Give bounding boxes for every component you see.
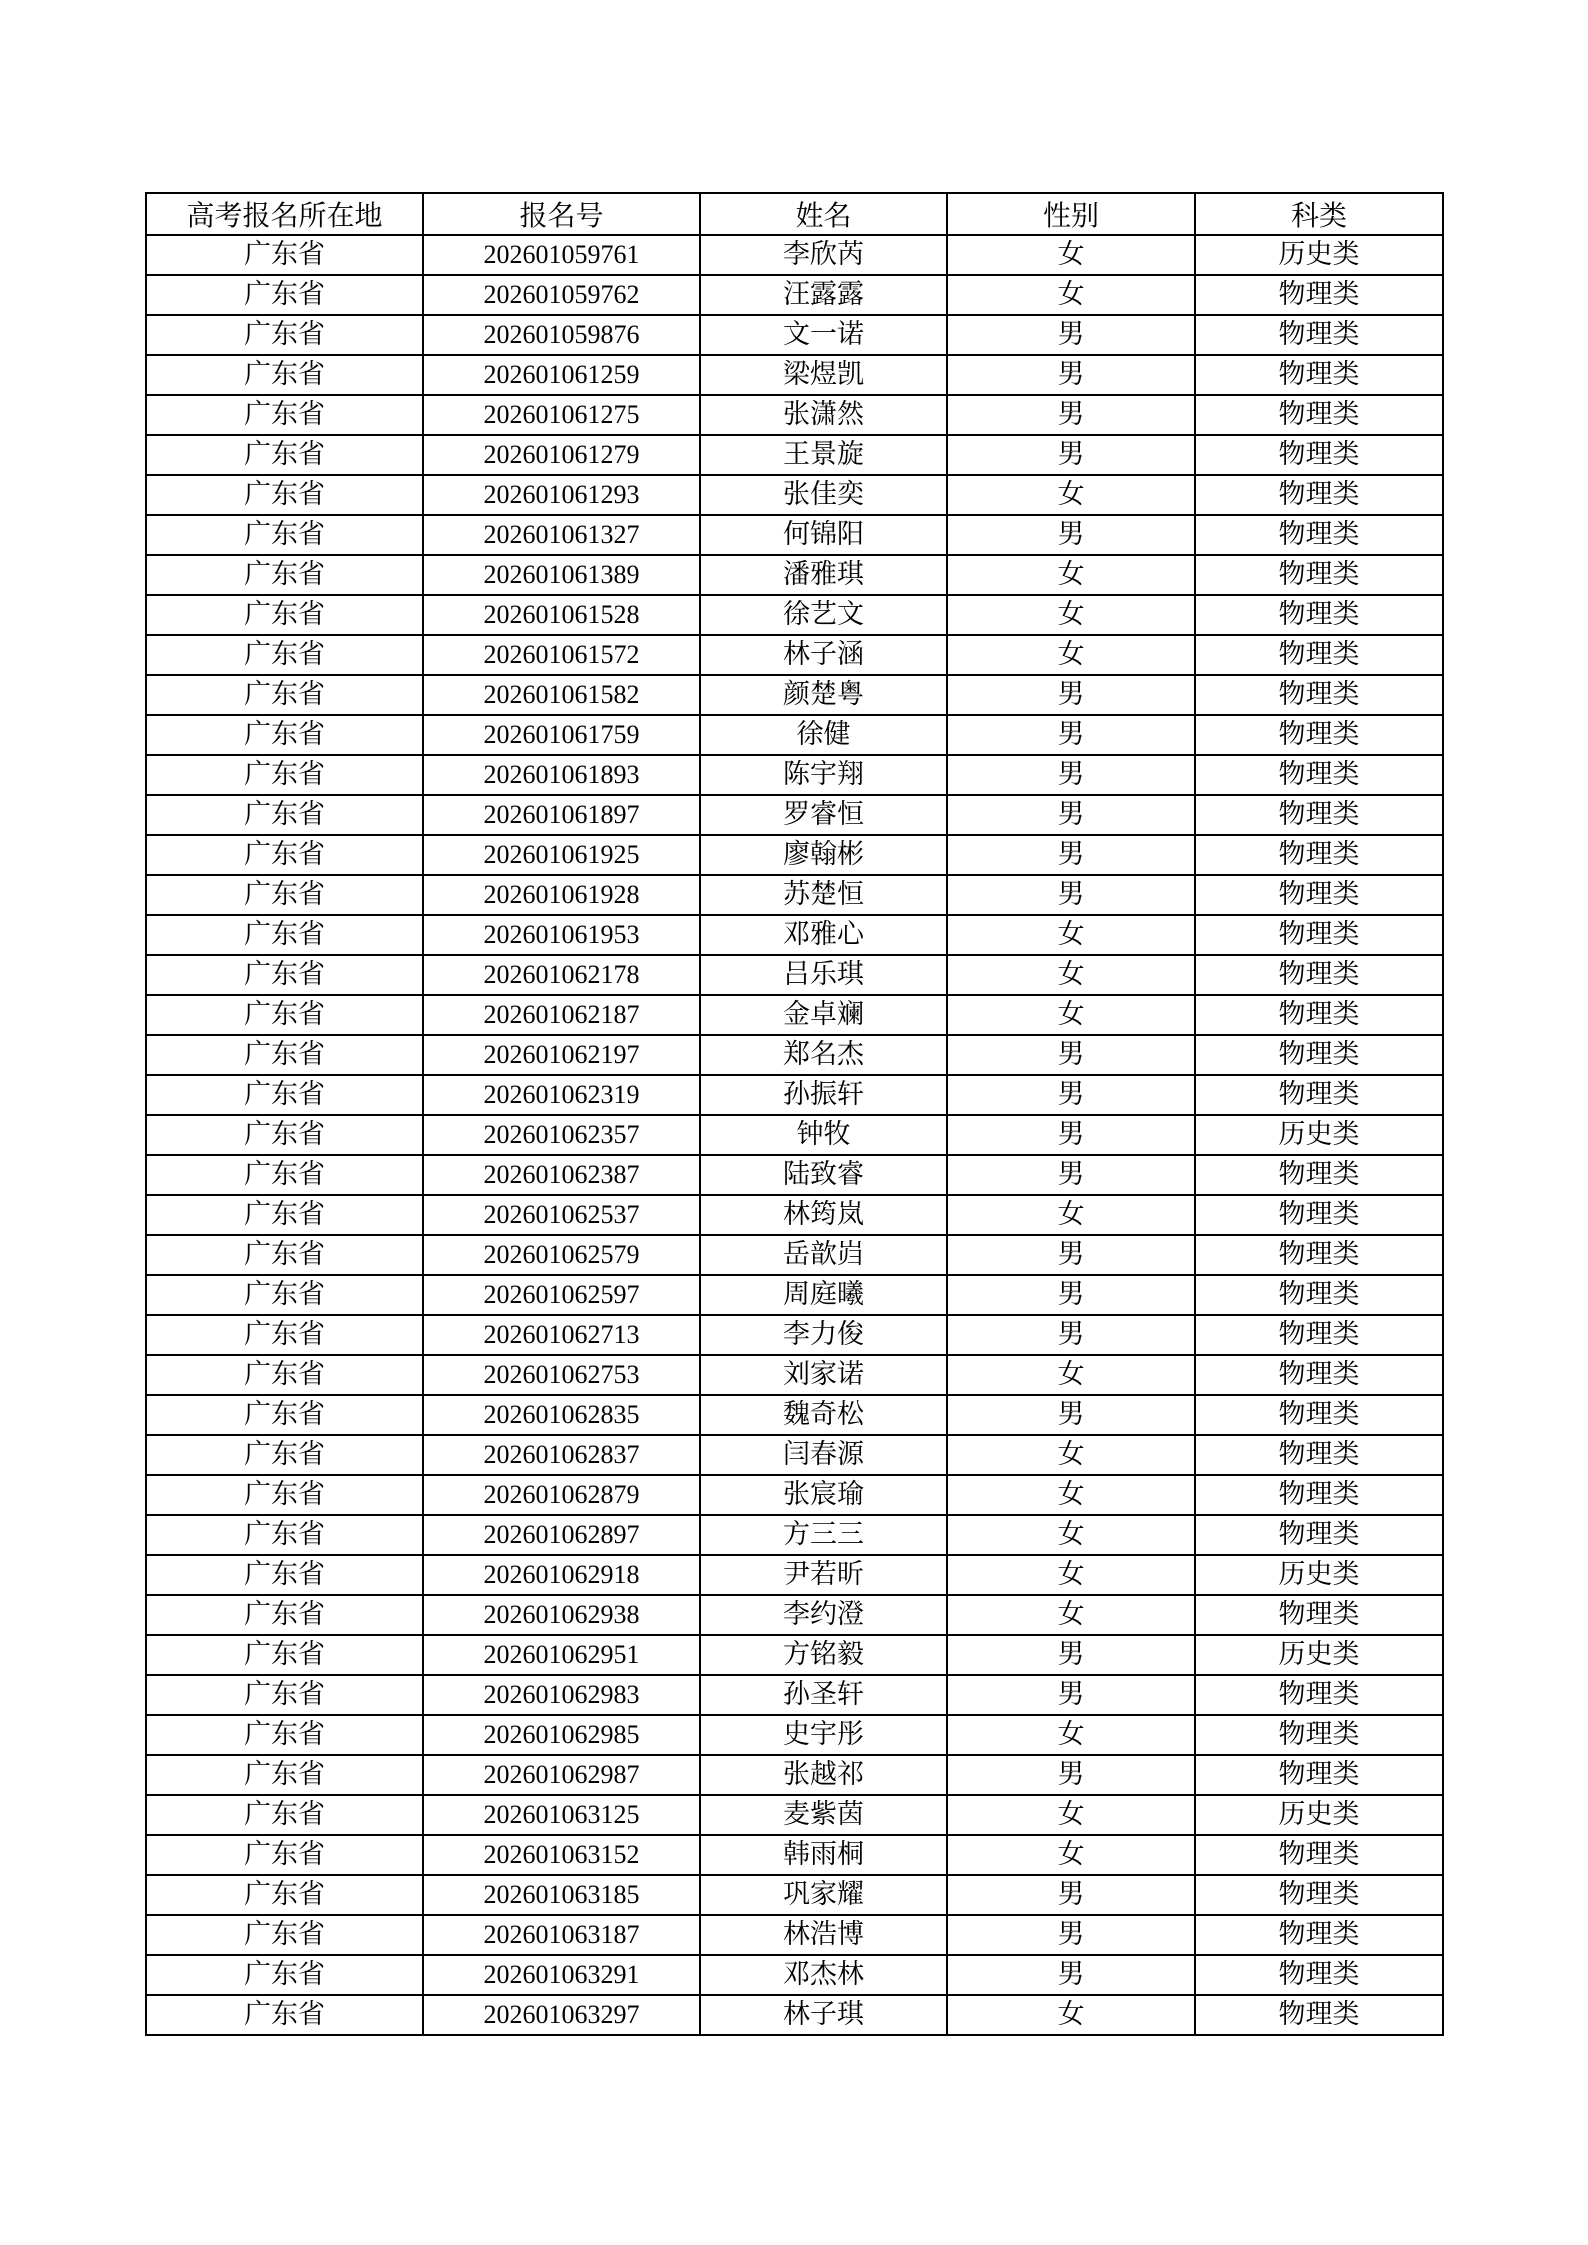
cell-subject-track: 物理类 xyxy=(1195,1715,1443,1755)
cell-subject-track: 物理类 xyxy=(1195,995,1443,1035)
cell-registration-number: 202601062357 xyxy=(423,1115,700,1155)
cell-gender: 女 xyxy=(947,955,1195,995)
cell-name: 尹若昕 xyxy=(700,1555,947,1595)
cell-registration-number: 202601061953 xyxy=(423,915,700,955)
table-row xyxy=(146,315,1443,355)
cell-subject-track: 物理类 xyxy=(1195,795,1443,835)
cell-location: 广东省 xyxy=(146,915,423,955)
cell-registration-number: 202601061279 xyxy=(423,435,700,475)
table-row xyxy=(146,1915,1443,1955)
cell-name: 方铭毅 xyxy=(700,1635,947,1675)
cell-gender: 女 xyxy=(947,635,1195,675)
cell-subject-track: 物理类 xyxy=(1195,1955,1443,1995)
cell-location: 广东省 xyxy=(146,1195,423,1235)
cell-subject-track: 物理类 xyxy=(1195,315,1443,355)
cell-name: 林子涵 xyxy=(700,635,947,675)
cell-name: 金卓斓 xyxy=(700,995,947,1035)
cell-name: 李约澄 xyxy=(700,1595,947,1635)
table-row xyxy=(146,1675,1443,1715)
cell-registration-number: 202601063125 xyxy=(423,1795,700,1835)
table-row xyxy=(146,1715,1443,1755)
cell-gender: 女 xyxy=(947,1995,1195,2035)
cell-gender: 男 xyxy=(947,1275,1195,1315)
table-row xyxy=(146,1195,1443,1235)
cell-subject-track: 物理类 xyxy=(1195,1475,1443,1515)
cell-registration-number: 202601061582 xyxy=(423,675,700,715)
cell-subject-track: 物理类 xyxy=(1195,1515,1443,1555)
cell-subject-track: 物理类 xyxy=(1195,1275,1443,1315)
header-location: 高考报名所在地 xyxy=(146,193,423,235)
cell-location: 广东省 xyxy=(146,595,423,635)
cell-gender: 女 xyxy=(947,1835,1195,1875)
cell-registration-number: 202601061925 xyxy=(423,835,700,875)
cell-registration-number: 202601061572 xyxy=(423,635,700,675)
cell-name: 徐艺文 xyxy=(700,595,947,635)
cell-gender: 男 xyxy=(947,1075,1195,1115)
cell-name: 刘家诺 xyxy=(700,1355,947,1395)
cell-registration-number: 202601062835 xyxy=(423,1395,700,1435)
cell-location: 广东省 xyxy=(146,1395,423,1435)
cell-location: 广东省 xyxy=(146,515,423,555)
cell-registration-number: 202601062837 xyxy=(423,1435,700,1475)
cell-name: 张潇然 xyxy=(700,395,947,435)
cell-gender: 女 xyxy=(947,1595,1195,1635)
cell-location: 广东省 xyxy=(146,635,423,675)
table-row xyxy=(146,1075,1443,1115)
cell-gender: 男 xyxy=(947,1115,1195,1155)
cell-location: 广东省 xyxy=(146,1235,423,1275)
table-row xyxy=(146,1235,1443,1275)
cell-location: 广东省 xyxy=(146,795,423,835)
table-row xyxy=(146,635,1443,675)
cell-name: 何锦阳 xyxy=(700,515,947,555)
cell-location: 广东省 xyxy=(146,1755,423,1795)
cell-registration-number: 202601061897 xyxy=(423,795,700,835)
cell-gender: 男 xyxy=(947,1635,1195,1675)
header-registration-number: 报名号 xyxy=(423,193,700,235)
table-row xyxy=(146,515,1443,555)
cell-gender: 女 xyxy=(947,595,1195,635)
cell-subject-track: 物理类 xyxy=(1195,835,1443,875)
table-row xyxy=(146,275,1443,315)
cell-gender: 女 xyxy=(947,555,1195,595)
table-row xyxy=(146,1555,1443,1595)
cell-subject-track: 物理类 xyxy=(1195,1875,1443,1915)
cell-subject-track: 物理类 xyxy=(1195,955,1443,995)
cell-subject-track: 物理类 xyxy=(1195,275,1443,315)
cell-subject-track: 物理类 xyxy=(1195,1835,1443,1875)
cell-gender: 男 xyxy=(947,715,1195,755)
cell-gender: 男 xyxy=(947,1675,1195,1715)
cell-gender: 男 xyxy=(947,355,1195,395)
header-gender: 性别 xyxy=(947,193,1195,235)
cell-subject-track: 历史类 xyxy=(1195,1555,1443,1595)
table-row xyxy=(146,1035,1443,1075)
cell-gender: 女 xyxy=(947,235,1195,275)
cell-gender: 男 xyxy=(947,1395,1195,1435)
cell-name: 孙圣轩 xyxy=(700,1675,947,1715)
table-row xyxy=(146,1515,1443,1555)
cell-location: 广东省 xyxy=(146,555,423,595)
cell-location: 广东省 xyxy=(146,1475,423,1515)
cell-location: 广东省 xyxy=(146,275,423,315)
cell-subject-track: 物理类 xyxy=(1195,1395,1443,1435)
cell-gender: 男 xyxy=(947,1035,1195,1075)
header-name: 姓名 xyxy=(700,193,947,235)
cell-registration-number: 202601062387 xyxy=(423,1155,700,1195)
cell-location: 广东省 xyxy=(146,1715,423,1755)
table-row xyxy=(146,1955,1443,1995)
cell-name: 梁煜凯 xyxy=(700,355,947,395)
cell-gender: 女 xyxy=(947,275,1195,315)
cell-registration-number: 202601062987 xyxy=(423,1755,700,1795)
cell-registration-number: 202601061275 xyxy=(423,395,700,435)
table-row xyxy=(146,1115,1443,1155)
cell-subject-track: 物理类 xyxy=(1195,1155,1443,1195)
cell-gender: 男 xyxy=(947,795,1195,835)
cell-gender: 男 xyxy=(947,1955,1195,1995)
cell-location: 广东省 xyxy=(146,1315,423,1355)
table-row xyxy=(146,355,1443,395)
cell-subject-track: 物理类 xyxy=(1195,395,1443,435)
table-row xyxy=(146,715,1443,755)
table-row xyxy=(146,835,1443,875)
cell-name: 邓杰林 xyxy=(700,1955,947,1995)
cell-gender: 女 xyxy=(947,1195,1195,1235)
cell-location: 广东省 xyxy=(146,235,423,275)
cell-location: 广东省 xyxy=(146,1915,423,1955)
cell-registration-number: 202601059762 xyxy=(423,275,700,315)
cell-gender: 男 xyxy=(947,515,1195,555)
cell-location: 广东省 xyxy=(146,1995,423,2035)
cell-registration-number: 202601062319 xyxy=(423,1075,700,1115)
cell-gender: 男 xyxy=(947,435,1195,475)
cell-registration-number: 202601061928 xyxy=(423,875,700,915)
cell-gender: 男 xyxy=(947,1155,1195,1195)
cell-gender: 男 xyxy=(947,1875,1195,1915)
cell-registration-number: 202601061389 xyxy=(423,555,700,595)
cell-subject-track: 物理类 xyxy=(1195,675,1443,715)
cell-registration-number: 202601062753 xyxy=(423,1355,700,1395)
cell-location: 广东省 xyxy=(146,1075,423,1115)
cell-subject-track: 物理类 xyxy=(1195,1915,1443,1955)
cell-registration-number: 202601061759 xyxy=(423,715,700,755)
cell-location: 广东省 xyxy=(146,1355,423,1395)
table-row xyxy=(146,915,1443,955)
cell-name: 王景旋 xyxy=(700,435,947,475)
cell-location: 广东省 xyxy=(146,395,423,435)
cell-gender: 女 xyxy=(947,1515,1195,1555)
cell-location: 广东省 xyxy=(146,955,423,995)
cell-name: 徐健 xyxy=(700,715,947,755)
cell-subject-track: 历史类 xyxy=(1195,1115,1443,1155)
cell-location: 广东省 xyxy=(146,1795,423,1835)
table-row xyxy=(146,1435,1443,1475)
cell-location: 广东省 xyxy=(146,1435,423,1475)
cell-location: 广东省 xyxy=(146,835,423,875)
table-row xyxy=(146,235,1443,275)
table-row xyxy=(146,1475,1443,1515)
cell-name: 潘雅琪 xyxy=(700,555,947,595)
table-row xyxy=(146,395,1443,435)
table-row xyxy=(146,1315,1443,1355)
cell-name: 廖翰彬 xyxy=(700,835,947,875)
cell-registration-number: 202601062197 xyxy=(423,1035,700,1075)
cell-name: 林子琪 xyxy=(700,1995,947,2035)
cell-location: 广东省 xyxy=(146,435,423,475)
cell-name: 颜楚粤 xyxy=(700,675,947,715)
cell-registration-number: 202601061293 xyxy=(423,475,700,515)
cell-location: 广东省 xyxy=(146,1035,423,1075)
cell-subject-track: 物理类 xyxy=(1195,355,1443,395)
cell-gender: 女 xyxy=(947,915,1195,955)
cell-name: 罗睿恒 xyxy=(700,795,947,835)
cell-registration-number: 202601062597 xyxy=(423,1275,700,1315)
cell-location: 广东省 xyxy=(146,875,423,915)
cell-name: 苏楚恒 xyxy=(700,875,947,915)
cell-registration-number: 202601062938 xyxy=(423,1595,700,1635)
table-row xyxy=(146,595,1443,635)
table-row xyxy=(146,1875,1443,1915)
cell-name: 郑名杰 xyxy=(700,1035,947,1075)
table-row xyxy=(146,795,1443,835)
cell-name: 巩家耀 xyxy=(700,1875,947,1915)
table-row xyxy=(146,1755,1443,1795)
cell-location: 广东省 xyxy=(146,1155,423,1195)
cell-registration-number: 202601062579 xyxy=(423,1235,700,1275)
cell-location: 广东省 xyxy=(146,715,423,755)
cell-location: 广东省 xyxy=(146,1835,423,1875)
cell-gender: 男 xyxy=(947,755,1195,795)
cell-registration-number: 202601062897 xyxy=(423,1515,700,1555)
cell-location: 广东省 xyxy=(146,1555,423,1595)
cell-subject-track: 物理类 xyxy=(1195,1195,1443,1235)
cell-registration-number: 202601061893 xyxy=(423,755,700,795)
cell-registration-number: 202601062537 xyxy=(423,1195,700,1235)
cell-gender: 女 xyxy=(947,995,1195,1035)
cell-location: 广东省 xyxy=(146,1875,423,1915)
cell-name: 麦紫茵 xyxy=(700,1795,947,1835)
cell-gender: 男 xyxy=(947,395,1195,435)
cell-registration-number: 202601061259 xyxy=(423,355,700,395)
table-row xyxy=(146,555,1443,595)
cell-subject-track: 物理类 xyxy=(1195,635,1443,675)
cell-location: 广东省 xyxy=(146,1115,423,1155)
cell-registration-number: 202601061327 xyxy=(423,515,700,555)
cell-name: 文一诺 xyxy=(700,315,947,355)
cell-name: 岳歆岿 xyxy=(700,1235,947,1275)
cell-gender: 男 xyxy=(947,1235,1195,1275)
table-row xyxy=(146,875,1443,915)
cell-subject-track: 物理类 xyxy=(1195,875,1443,915)
cell-name: 钟牧 xyxy=(700,1115,947,1155)
cell-subject-track: 物理类 xyxy=(1195,1755,1443,1795)
cell-subject-track: 物理类 xyxy=(1195,435,1443,475)
cell-name: 邓雅心 xyxy=(700,915,947,955)
cell-registration-number: 202601063291 xyxy=(423,1955,700,1995)
table-row xyxy=(146,1275,1443,1315)
cell-registration-number: 202601062178 xyxy=(423,955,700,995)
cell-location: 广东省 xyxy=(146,1955,423,1995)
cell-location: 广东省 xyxy=(146,1635,423,1675)
cell-subject-track: 物理类 xyxy=(1195,555,1443,595)
cell-subject-track: 历史类 xyxy=(1195,1635,1443,1675)
cell-subject-track: 物理类 xyxy=(1195,1995,1443,2035)
cell-location: 广东省 xyxy=(146,475,423,515)
table-row xyxy=(146,675,1443,715)
table-row xyxy=(146,475,1443,515)
cell-registration-number: 202601062985 xyxy=(423,1715,700,1755)
cell-registration-number: 202601063187 xyxy=(423,1915,700,1955)
cell-subject-track: 物理类 xyxy=(1195,1315,1443,1355)
cell-subject-track: 物理类 xyxy=(1195,755,1443,795)
cell-name: 林筠岚 xyxy=(700,1195,947,1235)
cell-registration-number: 202601063297 xyxy=(423,1995,700,2035)
cell-registration-number: 202601063152 xyxy=(423,1835,700,1875)
cell-gender: 男 xyxy=(947,875,1195,915)
cell-name: 陆致睿 xyxy=(700,1155,947,1195)
cell-gender: 男 xyxy=(947,315,1195,355)
cell-registration-number: 202601062879 xyxy=(423,1475,700,1515)
cell-location: 广东省 xyxy=(146,1675,423,1715)
cell-registration-number: 202601062713 xyxy=(423,1315,700,1355)
cell-name: 史宇彤 xyxy=(700,1715,947,1755)
cell-subject-track: 物理类 xyxy=(1195,515,1443,555)
cell-gender: 女 xyxy=(947,475,1195,515)
table-row xyxy=(146,995,1443,1035)
cell-name: 张越祁 xyxy=(700,1755,947,1795)
table-row xyxy=(146,1995,1443,2035)
table-body xyxy=(146,235,1443,2035)
cell-name: 方三三 xyxy=(700,1515,947,1555)
table-row xyxy=(146,955,1443,995)
cell-name: 李力俊 xyxy=(700,1315,947,1355)
header-row xyxy=(146,193,1443,235)
cell-name: 魏奇松 xyxy=(700,1395,947,1435)
cell-subject-track: 物理类 xyxy=(1195,595,1443,635)
table-row xyxy=(146,1395,1443,1435)
cell-registration-number: 202601062918 xyxy=(423,1555,700,1595)
cell-subject-track: 物理类 xyxy=(1195,715,1443,755)
table-row xyxy=(146,435,1443,475)
cell-registration-number: 202601059761 xyxy=(423,235,700,275)
table-row xyxy=(146,1155,1443,1195)
cell-name: 陈宇翔 xyxy=(700,755,947,795)
cell-gender: 女 xyxy=(947,1795,1195,1835)
cell-location: 广东省 xyxy=(146,1275,423,1315)
cell-registration-number: 202601062187 xyxy=(423,995,700,1035)
admission-roster-table xyxy=(145,192,1444,2036)
cell-subject-track: 历史类 xyxy=(1195,235,1443,275)
cell-subject-track: 物理类 xyxy=(1195,1675,1443,1715)
cell-subject-track: 物理类 xyxy=(1195,1075,1443,1115)
cell-subject-track: 物理类 xyxy=(1195,915,1443,955)
cell-location: 广东省 xyxy=(146,675,423,715)
table-row xyxy=(146,1595,1443,1635)
cell-gender: 男 xyxy=(947,675,1195,715)
cell-gender: 男 xyxy=(947,1315,1195,1355)
cell-gender: 女 xyxy=(947,1435,1195,1475)
cell-name: 张宸瑜 xyxy=(700,1475,947,1515)
cell-gender: 女 xyxy=(947,1475,1195,1515)
cell-name: 汪露露 xyxy=(700,275,947,315)
cell-name: 吕乐琪 xyxy=(700,955,947,995)
table-row xyxy=(146,1355,1443,1395)
cell-subject-track: 物理类 xyxy=(1195,475,1443,515)
cell-subject-track: 物理类 xyxy=(1195,1235,1443,1275)
cell-gender: 男 xyxy=(947,835,1195,875)
cell-registration-number: 202601062951 xyxy=(423,1635,700,1675)
cell-name: 林浩博 xyxy=(700,1915,947,1955)
cell-subject-track: 物理类 xyxy=(1195,1595,1443,1635)
cell-registration-number: 202601059876 xyxy=(423,315,700,355)
table-row xyxy=(146,755,1443,795)
cell-name: 韩雨桐 xyxy=(700,1835,947,1875)
cell-gender: 女 xyxy=(947,1555,1195,1595)
cell-subject-track: 物理类 xyxy=(1195,1355,1443,1395)
cell-gender: 女 xyxy=(947,1355,1195,1395)
cell-name: 张佳奕 xyxy=(700,475,947,515)
cell-gender: 女 xyxy=(947,1715,1195,1755)
cell-location: 广东省 xyxy=(146,315,423,355)
cell-location: 广东省 xyxy=(146,995,423,1035)
cell-location: 广东省 xyxy=(146,1515,423,1555)
cell-name: 孙振轩 xyxy=(700,1075,947,1115)
cell-subject-track: 物理类 xyxy=(1195,1435,1443,1475)
cell-location: 广东省 xyxy=(146,355,423,395)
cell-registration-number: 202601062983 xyxy=(423,1675,700,1715)
cell-subject-track: 历史类 xyxy=(1195,1795,1443,1835)
cell-name: 闫春源 xyxy=(700,1435,947,1475)
table-row xyxy=(146,1635,1443,1675)
cell-gender: 男 xyxy=(947,1755,1195,1795)
cell-registration-number: 202601063185 xyxy=(423,1875,700,1915)
table-row xyxy=(146,1795,1443,1835)
cell-subject-track: 物理类 xyxy=(1195,1035,1443,1075)
cell-registration-number: 202601061528 xyxy=(423,595,700,635)
header-subject-track: 科类 xyxy=(1195,193,1443,235)
table-row xyxy=(146,1835,1443,1875)
cell-gender: 男 xyxy=(947,1915,1195,1955)
cell-location: 广东省 xyxy=(146,755,423,795)
cell-location: 广东省 xyxy=(146,1595,423,1635)
cell-name: 周庭曦 xyxy=(700,1275,947,1315)
cell-name: 李欣芮 xyxy=(700,235,947,275)
